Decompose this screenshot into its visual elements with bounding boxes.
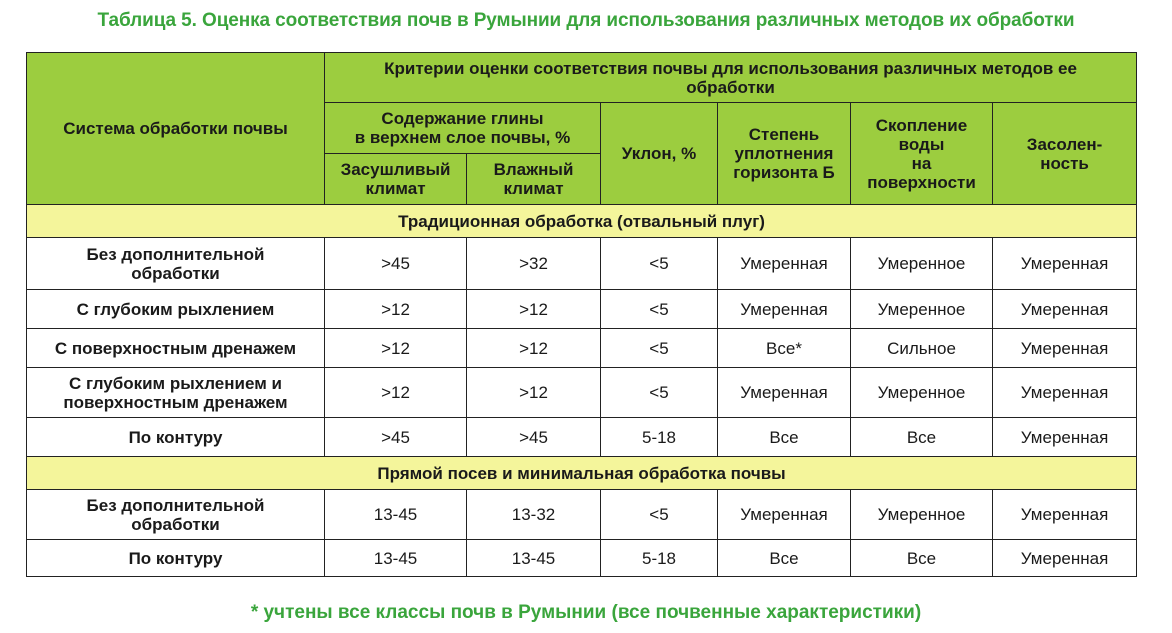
cell-salinity: Умеренная <box>993 238 1137 290</box>
cell-compaction: Все <box>718 540 851 577</box>
row-system-name: Без дополнительной обработки <box>27 238 325 290</box>
soil-suitability-table <box>26 52 1137 577</box>
cell-slope: <5 <box>601 368 718 418</box>
cell-dry-climate: >45 <box>325 238 467 290</box>
cell-surface-water: Умеренное <box>851 238 993 290</box>
cell-wet-climate: 13-32 <box>467 490 601 540</box>
header-clay: Содержание глины в верхнем слое почвы, % <box>325 103 601 154</box>
cell-surface-water: Умеренное <box>851 490 993 540</box>
row-system-name: Без дополнительной обработки <box>27 490 325 540</box>
cell-wet-climate: >12 <box>467 290 601 329</box>
cell-surface-water: Все <box>851 540 993 577</box>
cell-compaction: Умеренная <box>718 290 851 329</box>
header-system: Система обработки почвы <box>27 53 325 205</box>
header-compaction: Степень уплотнения горизонта Б <box>718 103 851 205</box>
row-system-name: По контуру <box>27 418 325 457</box>
cell-dry-climate: >12 <box>325 368 467 418</box>
cell-compaction: Все <box>718 418 851 457</box>
cell-salinity: Умеренная <box>993 418 1137 457</box>
cell-dry-climate: >12 <box>325 290 467 329</box>
section-row <box>27 205 1137 238</box>
row-system-name: С глубоким рыхлением <box>27 290 325 329</box>
cell-surface-water: Умеренное <box>851 290 993 329</box>
table-body <box>27 205 1137 577</box>
table-row <box>27 540 1137 577</box>
cell-compaction: Все* <box>718 329 851 368</box>
table-row <box>27 368 1137 418</box>
section-row <box>27 457 1137 490</box>
row-system-name: С поверхностным дренажем <box>27 329 325 368</box>
cell-dry-climate: 13-45 <box>325 490 467 540</box>
cell-slope: <5 <box>601 490 718 540</box>
cell-compaction: Умеренная <box>718 490 851 540</box>
cell-dry-climate: >45 <box>325 418 467 457</box>
table-row <box>27 418 1137 457</box>
table-row <box>27 290 1137 329</box>
cell-compaction: Умеренная <box>718 238 851 290</box>
table-row <box>27 490 1137 540</box>
cell-dry-climate: 13-45 <box>325 540 467 577</box>
cell-slope: 5-18 <box>601 418 718 457</box>
cell-slope: 5-18 <box>601 540 718 577</box>
cell-slope: <5 <box>601 329 718 368</box>
cell-wet-climate: >32 <box>467 238 601 290</box>
cell-compaction: Умеренная <box>718 368 851 418</box>
cell-salinity: Умеренная <box>993 329 1137 368</box>
section-label: Традиционная обработка (отвальный плуг) <box>27 205 1137 238</box>
cell-wet-climate: >12 <box>467 368 601 418</box>
footnote: * учтены все классы почв в Румынии (все почвенные характеристики) <box>250 602 922 623</box>
header-surface-water: Скопление воды на поверхности <box>851 103 993 205</box>
header-wet-climate: Влажный климат <box>467 154 601 205</box>
header-slope: Уклон, % <box>601 103 718 205</box>
cell-surface-water: Сильное <box>851 329 993 368</box>
cell-slope: <5 <box>601 238 718 290</box>
table-row <box>27 238 1137 290</box>
cell-salinity: Умеренная <box>993 290 1137 329</box>
cell-surface-water: Умеренное <box>851 368 993 418</box>
header-criteria: Критерии оценки соответствия почвы для использования различных методов ее обработки <box>325 53 1137 103</box>
cell-wet-climate: >12 <box>467 329 601 368</box>
cell-dry-climate: >12 <box>325 329 467 368</box>
row-system-name: С глубоким рыхлением и поверхностным дренажем <box>27 368 325 418</box>
section-label: Прямой посев и минимальная обработка почвы <box>27 457 1137 490</box>
cell-surface-water: Все <box>851 418 993 457</box>
cell-wet-climate: >45 <box>467 418 601 457</box>
cell-wet-climate: 13-45 <box>467 540 601 577</box>
table-title: Таблица 5. Оценка соответствия почв в Румынии для использования различных методов их обработки <box>97 10 1075 31</box>
header-salinity: Засолен- ность <box>993 103 1137 205</box>
cell-slope: <5 <box>601 290 718 329</box>
cell-salinity: Умеренная <box>993 368 1137 418</box>
row-system-name: По контуру <box>27 540 325 577</box>
cell-salinity: Умеренная <box>993 540 1137 577</box>
header-dry-climate: Засушливый климат <box>325 154 467 205</box>
cell-salinity: Умеренная <box>993 490 1137 540</box>
table-row <box>27 329 1137 368</box>
